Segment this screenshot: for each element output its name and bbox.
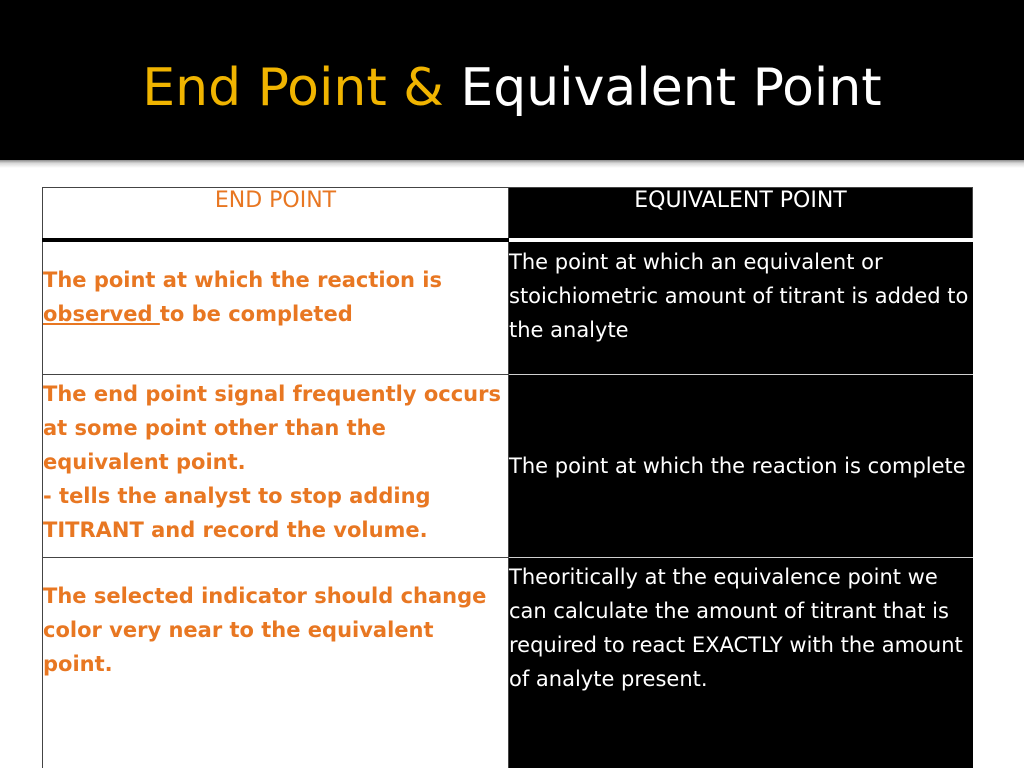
end-point-cell-1 xyxy=(43,240,509,375)
equivalent-point-cell-3: Theoritically at the equivalence point we can calculate the amount of titrant that is required to react EXACTLY with the amount of analyte present. xyxy=(509,558,973,768)
end-point-text-2b: - tells the analyst to stop adding TITRANT and record the volume. xyxy=(43,484,431,542)
end-point-underlined-word: observed xyxy=(43,302,160,326)
end-point-text-2a: The end point signal frequently occurs at some point other than the equivalent point. xyxy=(43,382,501,474)
end-point-text-1a: The point at which the reaction is xyxy=(43,268,442,292)
title-rest-text: Equivalent Point xyxy=(460,58,882,118)
header-end-point: END POINT xyxy=(43,188,509,241)
title-bar xyxy=(0,0,1024,160)
slide-title xyxy=(0,55,1024,121)
table-row xyxy=(43,240,973,375)
comparison-table xyxy=(42,187,973,768)
end-point-cell-3: The selected indicator should change color very near to the equivalent point. xyxy=(43,558,509,768)
end-point-cell-2 xyxy=(43,375,509,558)
end-point-text-1b: to be completed xyxy=(159,302,353,326)
table-header-row xyxy=(43,188,973,241)
title-accent-text: End Point & xyxy=(142,58,444,118)
equivalent-point-cell-2: The point at which the reaction is complete xyxy=(509,375,973,558)
table-row xyxy=(43,558,973,768)
equivalent-point-cell-1: The point at which an equivalent or stoichiometric amount of titrant is added to the analyte xyxy=(509,240,973,375)
title-divider xyxy=(0,160,1024,168)
header-equivalent-point: EQUIVALENT POINT xyxy=(509,188,973,241)
table-row xyxy=(43,375,973,558)
